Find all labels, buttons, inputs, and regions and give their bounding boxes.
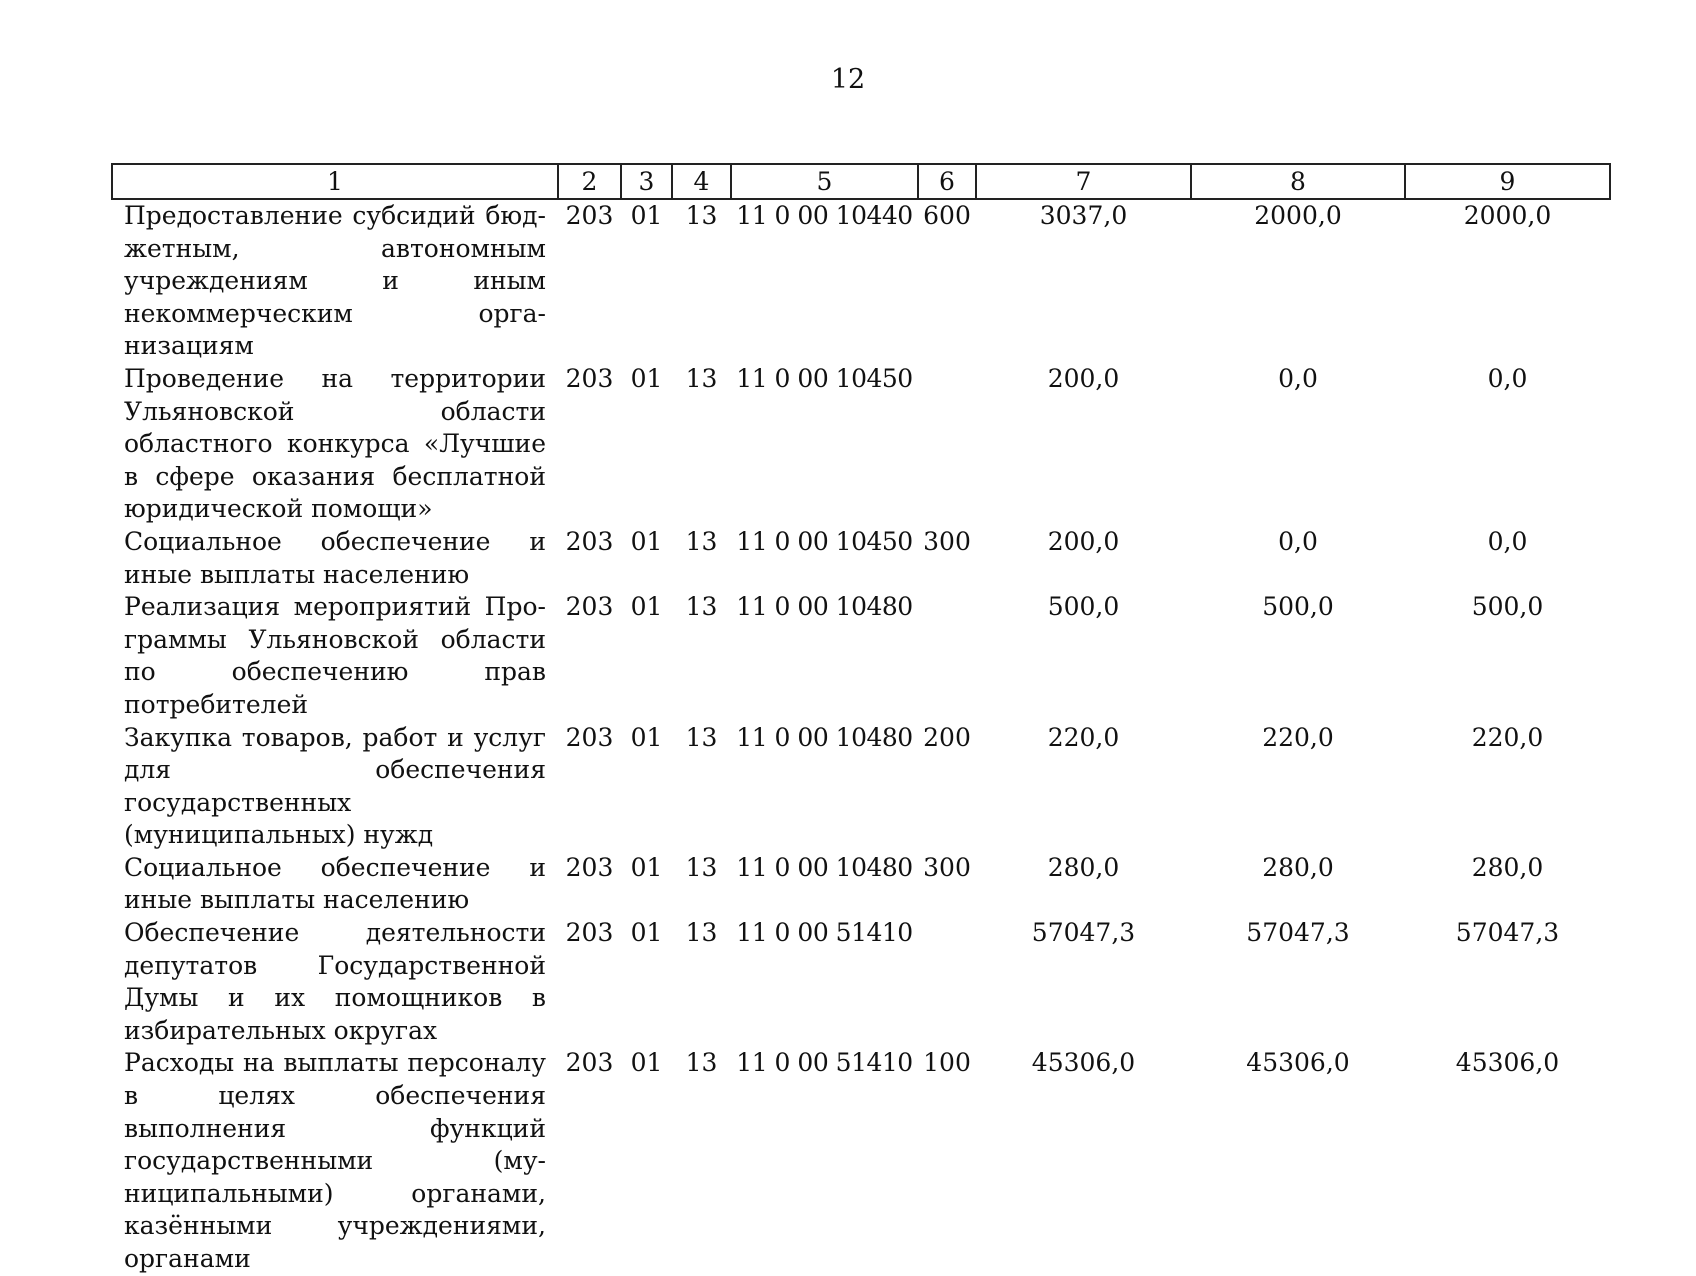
budget-table [111,163,1611,1276]
table-row [112,363,1610,526]
row-subsection-code: 13 [685,722,718,752]
row-amount-col7: 57047,3 [1031,918,1136,948]
row-amount-col8: 500,0 [1262,592,1334,622]
row-expense-type: 300 [923,526,971,556]
row-amount-col9: 500,0 [1471,592,1544,622]
table-row [112,1047,1610,1275]
row-amount-col9: 220,0 [1471,722,1544,752]
row-amount-col7: 200,0 [1047,363,1120,393]
row-amount-col9: 57047,3 [1455,918,1560,948]
table-row [112,917,1610,1047]
header-col-4: 4 [672,164,731,199]
row-expense-type [918,591,976,721]
row-subsection-code: 13 [685,1048,718,1078]
row-target-article: 11 0 00 10480 [736,592,913,622]
header-col-1: 1 [112,164,558,199]
row-subsection-code: 13 [685,201,718,230]
row-description: Закупка товаров, работ и услуг для обеспечения государственных (муниципальных) нужд [124,722,546,850]
row-target-article: 11 0 00 10440 [736,201,913,230]
row-target-article: 11 0 00 10450 [736,363,913,393]
row-expense-type: 600 [923,201,971,230]
header-row [112,164,1610,199]
row-amount-col9: 45306,0 [1455,1048,1560,1078]
row-target-article: 11 0 00 10480 [736,852,913,882]
table-row [112,591,1610,721]
row-expense-type [918,363,976,526]
row-expense-type [918,917,976,1047]
row-description: Обеспечение деятельности депутатов Государственной Думы и их помощников в избирательных округах [124,918,546,1045]
row-amount-col7: 220,0 [1047,722,1120,752]
row-target-article: 11 0 00 10480 [736,722,913,752]
row-expense-type: 200 [923,722,971,752]
row-subsection-code: 13 [685,592,718,622]
row-amount-col7: 500,0 [1047,592,1120,622]
header-col-8: 8 [1191,164,1405,199]
row-section-code: 01 [630,852,663,882]
row-description: Социальное обеспечение и иные выплаты населению [124,526,546,589]
row-description: Расходы на выплаты персоналу в целях обеспечения выполнения функций государственными (муниципальными) органами, казёнными учреждениями, органами [124,1048,546,1273]
row-subsection-code: 13 [685,852,718,882]
header-col-5: 5 [731,164,918,199]
row-ministry-code: 203 [565,592,614,622]
row-description: Реализация мероприятий Программы Ульяновской области по обеспечению прав потребителей [124,592,546,719]
row-ministry-code: 203 [565,852,614,882]
row-ministry-code: 203 [565,1048,614,1078]
row-amount-col8: 2000,0 [1254,201,1342,230]
row-section-code: 01 [630,918,663,948]
row-section-code: 01 [630,722,663,752]
header-col-9: 9 [1405,164,1610,199]
row-subsection-code: 13 [685,363,718,393]
row-amount-col8: 0,0 [1278,526,1318,556]
row-section-code: 01 [630,526,663,556]
row-amount-col8: 220,0 [1262,722,1334,752]
table-row [112,722,1610,852]
row-amount-col8: 57047,3 [1246,918,1350,948]
row-section-code: 01 [630,363,663,393]
header-col-2: 2 [558,164,621,199]
row-section-code: 01 [630,201,663,230]
row-ministry-code: 203 [565,918,614,948]
row-description: Предоставление субсидий бюджетным, автономным учреждениям и иным некоммерческим организациям [124,201,546,361]
row-amount-col9: 2000,0 [1463,201,1552,230]
header-col-7: 7 [976,164,1191,199]
row-ministry-code: 203 [565,722,614,752]
page-number: 12 [830,64,866,95]
row-target-article: 11 0 00 51410 [736,918,913,948]
row-amount-col8: 280,0 [1262,852,1334,882]
row-amount-col9: 0,0 [1487,363,1528,393]
table-row [112,199,1610,363]
row-expense-type: 100 [923,1048,971,1078]
row-subsection-code: 13 [685,918,718,948]
table-row [112,526,1610,591]
table-header [112,164,1610,199]
row-ministry-code: 203 [565,363,614,393]
row-expense-type: 300 [923,852,971,882]
row-amount-col7: 45306,0 [1031,1048,1136,1078]
row-subsection-code: 13 [685,526,718,556]
table-row [112,852,1610,917]
row-description: Проведение на территории Ульяновской области областного конкурса «Лучшие в сфере оказания бесплатной юридической помощи» [124,363,546,524]
table-body [112,199,1610,1276]
row-ministry-code: 203 [565,201,614,230]
row-section-code: 01 [630,592,663,622]
row-amount-col7: 3037,0 [1039,201,1128,230]
row-amount-col7: 200,0 [1047,526,1120,556]
row-amount-col9: 280,0 [1471,852,1544,882]
row-target-article: 11 0 00 51410 [736,1048,913,1078]
row-target-article: 11 0 00 10450 [736,526,913,556]
header-col-6: 6 [918,164,976,199]
row-section-code: 01 [630,1048,663,1078]
row-amount-col9: 0,0 [1487,526,1528,556]
header-col-3: 3 [621,164,672,199]
row-ministry-code: 203 [565,526,614,556]
row-amount-col8: 45306,0 [1246,1048,1350,1078]
row-description: Социальное обеспечение и иные выплаты населению [124,852,546,915]
row-amount-col7: 280,0 [1047,852,1120,882]
row-amount-col8: 0,0 [1278,363,1318,393]
